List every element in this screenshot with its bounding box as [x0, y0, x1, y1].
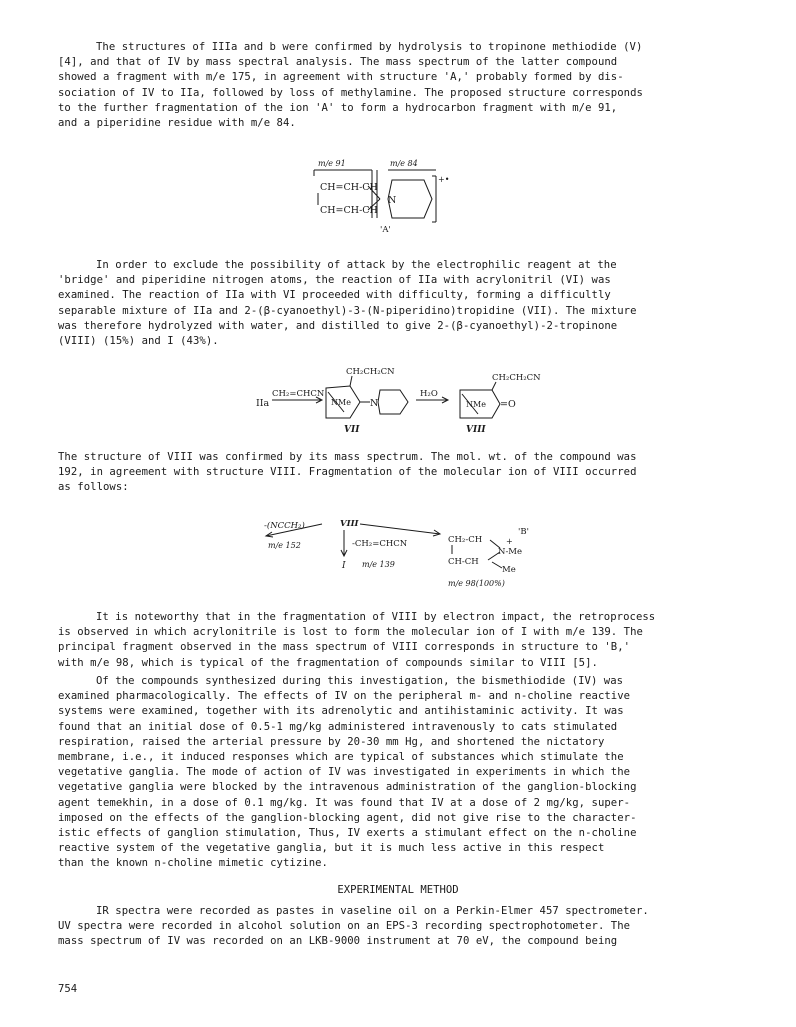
loss-nocch: -(NCCH₂) — [264, 521, 305, 531]
page-number: 754 — [58, 983, 78, 995]
paragraph-pharmacology: Of the compounds synthesized during this investigation, the bismethiodide (IV) was examined pharmacologically. The effects of IV on the peripheral m- and n-choline reactive systems were examined, together with its adrenolytic and antihistaminic activity. It was found that an initial dose of 0.5-1 mg/kg administered intravenously to cats stimulated respiration, raised the arterial pressure by 20-30 mm Hg, and shortened the nictatory membrane, i.e., it induced responses which are typical of substances which stimulate the vegetative ganglia. The mode of action of IV was investigated in experiments in which the vegetative ganglia were blocked by the intravenous administration of the ganglion-blocking agent temekhin, in a dose of 0.1 mg/kg. It was found that IV at a dose of 2 mg/kg, super- imposed on the effects of the ganglion-blocking agent, did not give rise to the character- istic effects of ganglion stimulation, Thus, IV exerts a stimulant effect on the n-choline reactive system of the vegetative ganglia, but it is much less active in this respect than the known n-choline mimetic cytizine. — [58, 675, 637, 870]
ring-row-2: CH=CH-CH — [320, 205, 378, 216]
side-chain-1: CH₂CH₂CN — [346, 367, 395, 377]
label-m139: m/e 139 — [362, 560, 395, 569]
paragraph-structure-confirmation: The structures of IIIa and b were confirmed by hydrolysis to tropinone methiodide (V) [4], and that of IV by mass spectral analysis. The mass spectrum of the latter compound showed a fragment with m/e 175, in agreement with structure 'A,' probably formed by dis- sociation of IV to IIa, followed by loss of methylamine. The proposed structure corresponds to the further fragmentation of the ion 'A' to form a hydrocarbon fragment with m/e 91, and a piperidine residue with m/e 84. — [58, 41, 643, 130]
label-m152: m/e 152 — [268, 541, 301, 550]
fragment-b-nme: N-Me — [498, 547, 523, 557]
nme-bridge-2: NMe — [466, 400, 486, 409]
reagent-acrylonitrile: CH₂=CHCN — [272, 389, 325, 399]
structure-a-diagram — [300, 156, 450, 236]
paragraph-experimental: IR spectra were recorded as pastes in vaseline oil on a Perkin-Elmer 457 spectrometer. UV spectra were recorded in alcohol solution on an EPS-3 recording spectrophotometer. The mass spectrum of IV was recorded on an LKB-9000 instrument at 70 eV, the compound being — [58, 905, 649, 948]
paragraph-mass-spectrum: The structure of VIII was confirmed by its mass spectrum. The mol. wt. of the compound was 192, in agreement with structure VIII. Fragmentation of the molecular ion of VIII occurred as follows: — [58, 451, 637, 494]
ring-row-1: CH=CH-CH — [320, 182, 378, 193]
fragment-b-row2: CH-CH — [448, 557, 479, 567]
paragraph-acrylonitrile-reaction: In order to exclude the possibility of attack by the electrophilic reagent at the 'bridge' and piperidine nitrogen atoms, the reaction of IIa with acrylonitril (VI) was examined. The reaction of IIa with VI proceeded with difficulty, forming a difficultly separable mixture of IIa and 2-(β-cyanoethyl)-3-(N-piperidino)tropidine (VII). The mixture was therefore hydrolyzed with water, and distilled to give 2-(β-cyanoethyl)-2-tropinone (VIII) (15%) and I (43%). — [58, 259, 637, 348]
label-m91: m/e 91 — [318, 159, 346, 168]
label-viii: VIII — [466, 425, 486, 435]
synthesis-scheme-viii — [256, 362, 556, 438]
fragment-i: I — [342, 561, 346, 571]
radical-cation-charge: +• — [438, 175, 450, 184]
fragment-viii: VIII — [340, 519, 359, 529]
fragmentation-scheme — [262, 512, 552, 592]
side-chain-2: CH₂CH₂CN — [492, 373, 541, 383]
label-vii: VII — [344, 425, 360, 435]
piperidine-n: N — [388, 195, 397, 206]
section-heading: EXPERIMENTAL METHOD — [337, 884, 459, 896]
label-m98: m/e 98(100%) — [448, 579, 505, 588]
paragraph-retroprocess: It is noteworthy that in the fragmentation of VIII by electron impact, the retroprocess is observed in which acrylonitrile is lost to form the molecular ion of I with m/e 139. The principal fragment observed in the mass spectrum of VIII corresponds in structure to 'B,' with m/e 98, which is typical of the fragmentation of compounds similar to VIII [5]. — [58, 611, 656, 669]
fragment-b-charge: + — [506, 537, 513, 546]
label-m84: m/e 84 — [390, 159, 418, 168]
fragment-b-me: Me — [502, 565, 516, 575]
fragment-b-label: 'B' — [518, 527, 529, 537]
oxo-group: =O — [500, 399, 516, 410]
nme-bridge-1: NMe — [331, 398, 351, 407]
reagent-water: H₂O — [420, 389, 438, 399]
structure-a-label: 'A' — [380, 225, 391, 235]
start-iia: IIa — [256, 398, 270, 409]
n-piperidino: N — [370, 398, 379, 409]
fragment-b-row1: CH₂-CH — [448, 535, 483, 545]
loss-acrylonitrile: -CH₂=CHCN — [352, 539, 408, 549]
